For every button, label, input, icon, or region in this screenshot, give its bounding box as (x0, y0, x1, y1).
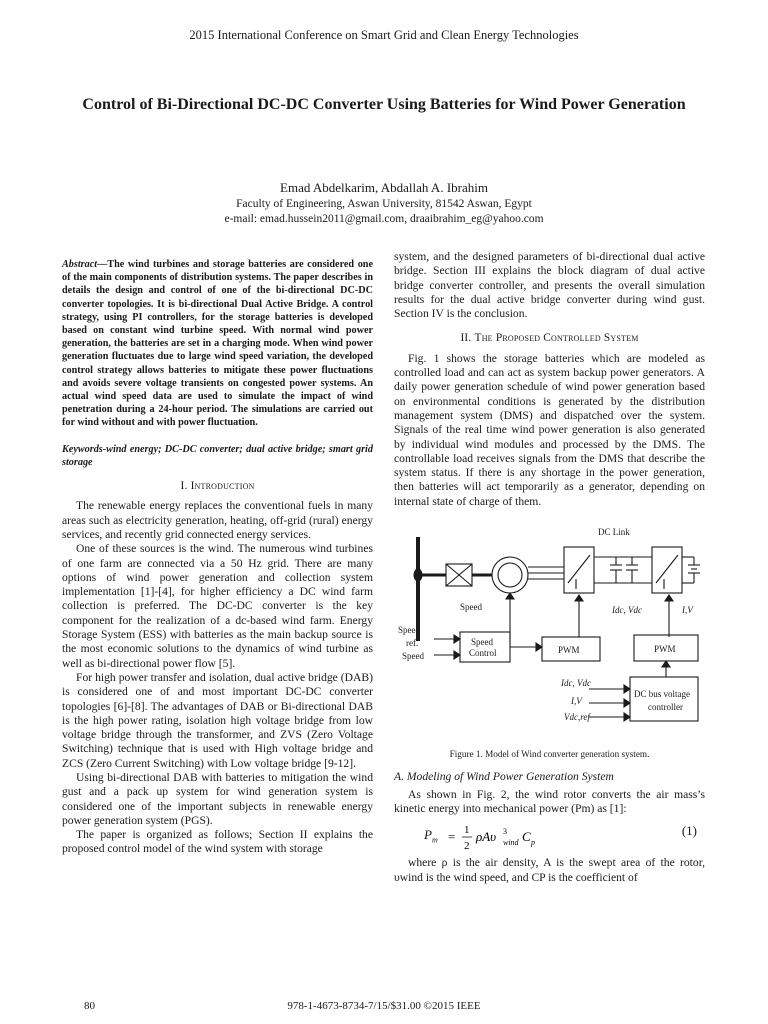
authors: Emad Abdelkarim, Abdallah A. Ibrahim (280, 180, 488, 195)
conference-header: 2015 International Conference on Smart Grid and Clean Energy Technologies (189, 28, 579, 42)
svg-text:ρAυ: ρAυ (476, 829, 497, 845)
arrow-head (665, 595, 673, 601)
converter-diag (656, 555, 678, 583)
section-heading-introduction (62, 479, 373, 493)
signal-vref-label: Vdc,ref (564, 712, 590, 723)
iv-label: I,V (682, 605, 693, 616)
equation-number: (1) (681, 823, 697, 839)
section-number: I. (180, 480, 188, 493)
equation-body (448, 821, 588, 853)
paragraph: where ρ is the air density, A is the swept area of the rotor, υwind is the wind speed, and CP is the coefficient of (394, 856, 705, 884)
paragraph: One of these sources is the wind. The numerous wind turbines of one farm are connected via a 50 Hz grid. There are many options of wind power generation and collection system implementation [1]-[4], for higher efficiency a DC wind farm collection is preferred. The DC-DC converter is the key component for the realization of a dc-based wind farm. Energy Storage System (ESS) with batteries as the main backup source is the most economic solutions to the dynamics of wind turbine as well as bi-directional power flow [5]. (62, 542, 373, 670)
signal-iv-label: I,V (571, 696, 582, 707)
abstract (62, 258, 373, 430)
affiliation: Faculty of Engineering, Aswan University, 81542 Aswan, Egypt (236, 198, 532, 210)
section-number: II. (460, 332, 472, 345)
speed-ref-label-1: Speed (398, 625, 420, 636)
dc-bus-label-1: DC bus voltage (634, 689, 690, 700)
speed-label: Speed (460, 602, 482, 613)
speed-ref-label-2: ref. (406, 638, 419, 649)
section-heading-proposed-system (394, 331, 705, 345)
idc-vdc-label: Idc, Vdc (612, 605, 642, 616)
dc-bus-label-2: controller (648, 702, 683, 713)
arrow-head (662, 661, 670, 667)
page-number: 80 (84, 1000, 95, 1012)
block-diagram (394, 515, 705, 751)
left-column (62, 258, 373, 857)
generator-outer (492, 557, 528, 593)
rectifier-diag (568, 555, 590, 583)
paragraph: For high power transfer and isolation, dual active bridge (DAB) is considered one of and most important DC-DC converter topologies [6]-[8]. The advantages of DAB or Bi-directional DAB is the high power rating, isolation high voltage bridge from low voltage bridge through the transformer, and ZVS (Zero Voltage Switching) technique that is used with High voltage bridge and ZCS (Zero Current Switching) with Low voltage bridge [9-12]. (62, 670, 373, 770)
keywords: Keywords-wind energy; DC-DC converter; dual active bridge; smart grid storage (62, 443, 373, 468)
paragraph: As shown in Fig. 2, the wind rotor converts the air mass’s kinetic energy into mechanical power (Pm) as [1]: (394, 787, 705, 815)
equation-1 (394, 819, 705, 853)
paragraph: The paper is organized as follows; Section II explains the proposed control model of the wind system with storage (62, 828, 373, 856)
affiliation-block (0, 197, 768, 227)
abstract-text: —The wind turbines and storage batteries are considered one of the main components of distribution systems. The paper describes in details the design and control of one of the bi-directional DC-DC converter topologies. It is bi-directional Dual Active Bridge. A control strategy, using PI controllers, for the storage batteries is developed based on constant wind turbine speed. With normal wind power generation, the batteries are set in a charging mode. When wind power generation fluctuates due to large wind speed variation, the developed control strategy allows batteries to mitigate these power fluctuations and avoids severe voltage transients on congested power systems. An actual wind speed data are used to simulate the impact of wind penetration during a 24-hour period. The simulations are carried out for wind without and with power fluctuation. (62, 259, 373, 429)
paragraph: Using bi-directional DAB with batteries to mitigation the wind gust and a pack up system for wind generation system is considered one of the important subjects in renewable energy power generation system (PGS). (62, 770, 373, 827)
section-title: Introduction (190, 480, 255, 493)
paragraph: system, and the designed parameters of bi-directional dual active bridge. Section III explains the block diagram of dual active bridge converter controller, and presents the overall simulation results for the dual active bridge converter during wind gust. Section IV is the conclusion. (394, 250, 705, 321)
arrow-head (536, 643, 542, 651)
generator-inner (498, 563, 522, 587)
dc-bus-controller-box (630, 677, 698, 721)
email-line: e-mail: emad.hussein2011@gmail.com, draaibrahim_eg@yahoo.com (224, 213, 544, 225)
copyright-footer: 978-1-4673-8734-7/15/$31.00 ©2015 IEEE (287, 1000, 481, 1012)
svg-text:C: C (522, 829, 531, 845)
section-title: The Proposed Controlled System (474, 332, 639, 345)
arrow-head (454, 651, 460, 659)
abstract-lead: Abstract (62, 259, 98, 270)
figure-caption: Figure 1. Model of Wind converter generation system. (449, 749, 650, 760)
svg-text:p: p (531, 838, 535, 848)
paper-title: Control of Bi-Directional DC-DC Converter Using Batteries for Wind Power Generation (82, 96, 686, 113)
svg-text:=: = (448, 829, 456, 845)
speed-control-label-1: Speed (471, 637, 493, 648)
arrow-head (506, 593, 514, 599)
right-column (394, 250, 705, 885)
arrow-head (624, 685, 630, 693)
svg-text:1: 1 (464, 824, 470, 837)
arrow-head (624, 699, 630, 707)
rectifier-box (564, 547, 594, 593)
paragraph: Fig. 1 shows the storage batteries which are modeled as controlled load and can act as system backup power generators. A daily power generation schedule of wind power generation based on environmental conditions is generated by the distribution management system (DMS) and dispatched over the system. Signals of the real time wind power generation is also generated by individual wind modules and processed by the DMS. The controllable load receives signals from the DMS that describe the system status. If there is any shortage in the power generation, then batteries will act temporarily as a generator, depending on internal state of charge of them. (394, 351, 705, 508)
equation-lhs: $P_m$ (424, 827, 438, 845)
arrow-head (575, 595, 583, 601)
arrow-head (454, 635, 460, 643)
paragraph: The renewable energy replaces the conventional fuels in many areas such as electricity generation, heating, off-grid (rural) energy services, and recently grid connected energy services. (62, 499, 373, 541)
svg-text:wind: wind (503, 838, 519, 848)
signal-idc-label: Idc, Vdc (561, 678, 591, 689)
arrow-head (624, 713, 630, 721)
speed-ref-label-3: Speed (402, 651, 424, 662)
figure-1 (394, 515, 705, 751)
dc-link-label: DC Link (598, 527, 630, 538)
svg-text:3: 3 (503, 827, 507, 837)
subsection-heading: A. Modeling of Wind Power Generation System (394, 770, 614, 784)
pwm1-label: PWM (558, 645, 580, 656)
svg-text:2: 2 (464, 840, 470, 853)
speed-control-label-2: Control (469, 648, 497, 659)
converter-box (652, 547, 682, 593)
pwm2-label: PWM (654, 644, 676, 655)
